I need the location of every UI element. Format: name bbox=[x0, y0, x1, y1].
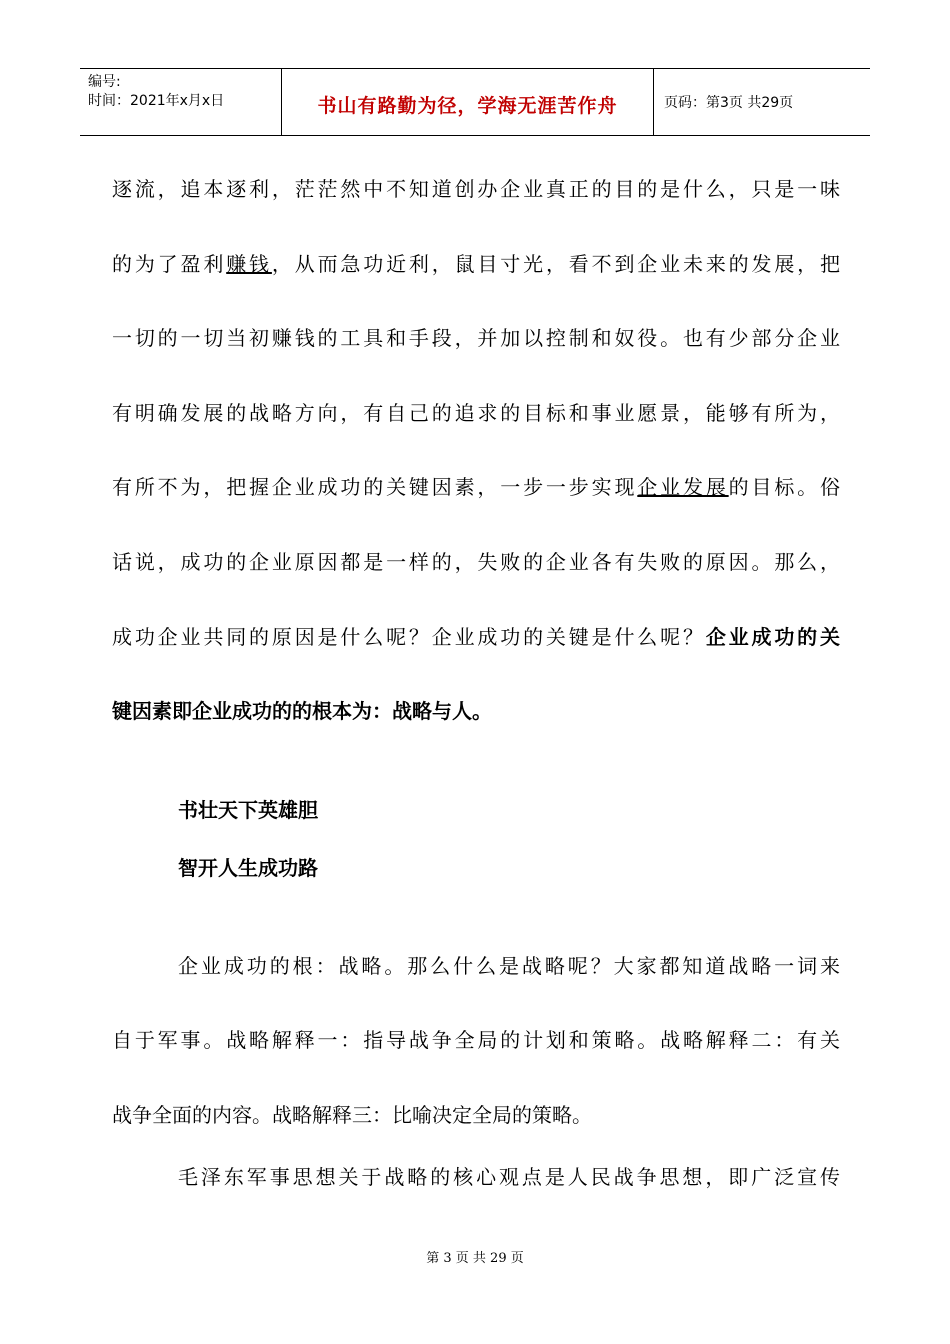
header-motto: 书山有路勤为径，学海无涯苦作舟 bbox=[317, 94, 618, 117]
heading-line-1: 书壮天下英雄胆 bbox=[178, 798, 318, 822]
link-qiye-fazhan[interactable]: 企业发展 bbox=[637, 475, 729, 499]
paragraph-line: 话说，成功的企业原因都是一样的，失败的企业各有失败的原因。那么， bbox=[112, 550, 840, 574]
document-number-label: 编号: bbox=[88, 74, 121, 90]
paragraph-line bbox=[112, 471, 840, 500]
text-run: 的为了盈利 bbox=[112, 252, 227, 276]
heading-line-2: 智开人生成功路 bbox=[178, 856, 318, 880]
text-run: 有所不为，把握企业成功的关键因素，一步一步实现 bbox=[112, 475, 638, 499]
paragraph-line: 一切的一切当初赚钱的工具和手段，并加以控制和奴役。也有少部分企业 bbox=[112, 326, 840, 350]
paragraph-line-bold: 键因素即企业成功的的根本为：战略与人。 bbox=[112, 699, 492, 723]
paragraph-line: 自于军事。战略解释一：指导战争全局的计划和策略。战略解释二：有关 bbox=[112, 1028, 840, 1052]
header-motto-cell bbox=[282, 69, 654, 135]
bold-text-run: 企业成功的关 bbox=[705, 625, 841, 649]
link-zhuanqian[interactable]: 赚钱 bbox=[226, 252, 272, 276]
page-footer: 第 3 页 共 29 页 bbox=[426, 1251, 524, 1266]
header-page-info: 页码：第3页 共29页 bbox=[664, 95, 794, 111]
paragraph-line: 逐流，追本逐利，茫茫然中不知道创办企业真正的目的是什么，只是一味 bbox=[112, 177, 840, 201]
text-run: 成功企业共同的原因是什么呢？企业成功的关键是什么呢？ bbox=[112, 625, 706, 649]
header-page-info-cell bbox=[654, 69, 870, 135]
paragraph-line bbox=[112, 621, 840, 650]
paragraph-line: 战争全面的内容。战略解释三：比喻决定全局的策略。 bbox=[112, 1103, 592, 1127]
header-meta bbox=[80, 69, 282, 135]
paragraph-line: 有明确发展的战略方向，有自己的追求的目标和事业愿景，能够有所为， bbox=[112, 401, 840, 425]
paragraph-line bbox=[112, 248, 840, 277]
text-run: ，从而急功近利，鼠目寸光，看不到企业未来的发展，把 bbox=[271, 252, 841, 276]
text-run: 的目标。俗 bbox=[728, 475, 841, 499]
paragraph-line: 毛泽东军事思想关于战略的核心观点是人民战争思想，即广泛宣传 bbox=[178, 1165, 840, 1189]
document-time-label: 时间：2021年x月x日 bbox=[88, 93, 225, 109]
page-header bbox=[80, 68, 870, 136]
paragraph-line: 企业成功的根：战略。那么什么是战略呢？大家都知道战略一词来 bbox=[178, 954, 840, 978]
